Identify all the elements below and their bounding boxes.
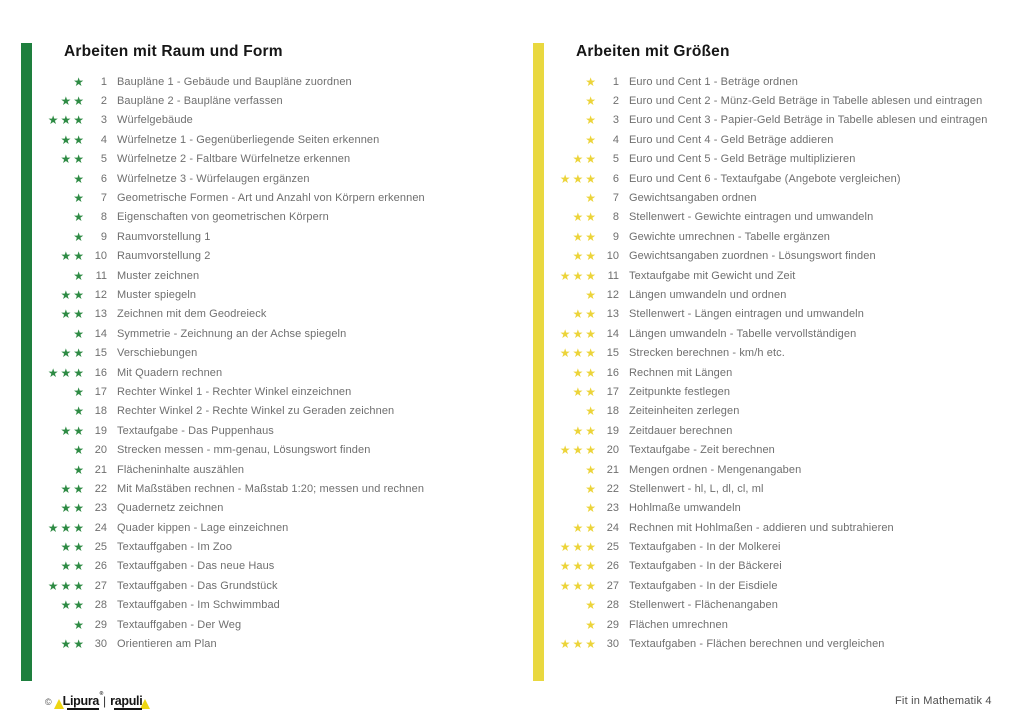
item-label: Textaufgaben - In der Molkerei bbox=[629, 541, 781, 554]
difficulty-stars-icon: ★★★ bbox=[559, 268, 598, 283]
difficulty-stars-icon: ★★ bbox=[60, 307, 86, 322]
item-label: Euro und Cent 6 - Textaufgabe (Angebote vergleichen) bbox=[629, 172, 901, 185]
difficulty-stars-icon: ★ bbox=[585, 74, 598, 89]
item-number: 10 bbox=[606, 250, 619, 263]
difficulty-stars-icon: ★★★ bbox=[559, 559, 598, 574]
item-number: 17 bbox=[94, 385, 107, 398]
item-number: 18 bbox=[606, 405, 619, 418]
product-title: Fit in Mathematik 4 bbox=[895, 695, 992, 707]
item-number: 29 bbox=[94, 618, 107, 631]
list-item bbox=[556, 324, 987, 343]
difficulty-stars-icon: ★★★ bbox=[559, 443, 598, 458]
logo-underline bbox=[67, 708, 99, 710]
list-item bbox=[44, 596, 425, 615]
difficulty-stars-icon: ★★ bbox=[572, 229, 598, 244]
item-number: 7 bbox=[100, 192, 107, 205]
difficulty-stars-icon: ★★★ bbox=[559, 637, 598, 652]
difficulty-stars-icon: ★ bbox=[73, 191, 86, 206]
item-number: 30 bbox=[94, 638, 107, 651]
item-number: 3 bbox=[612, 114, 619, 127]
list-item bbox=[44, 150, 425, 169]
item-number: 14 bbox=[606, 327, 619, 340]
difficulty-stars-icon: ★ bbox=[73, 462, 86, 477]
difficulty-stars-icon: ★ bbox=[73, 229, 86, 244]
list-item bbox=[556, 615, 987, 634]
difficulty-stars-icon: ★★ bbox=[60, 132, 86, 147]
item-label: Verschiebungen bbox=[117, 347, 198, 360]
item-label: Flächen umrechnen bbox=[629, 618, 728, 631]
list-item bbox=[556, 537, 987, 556]
difficulty-stars-icon: ★ bbox=[585, 113, 598, 128]
list-item bbox=[44, 440, 425, 459]
item-number: 22 bbox=[606, 482, 619, 495]
list-item bbox=[44, 421, 425, 440]
item-label: Textauffgaben - Im Zoo bbox=[117, 541, 233, 554]
difficulty-stars-icon: ★ bbox=[73, 74, 86, 89]
list-item bbox=[556, 247, 987, 266]
item-number: 14 bbox=[94, 327, 107, 340]
item-label: Euro und Cent 5 - Geld Beträge multiplizieren bbox=[629, 153, 856, 166]
item-label: Würfelgebäude bbox=[117, 114, 193, 127]
section-title: Arbeiten mit Größen bbox=[576, 43, 730, 60]
difficulty-stars-icon: ★★ bbox=[60, 540, 86, 555]
list-item bbox=[556, 285, 987, 304]
yellow-accent-bar bbox=[533, 43, 544, 681]
section-groessen bbox=[533, 43, 1024, 688]
list-item bbox=[44, 615, 425, 634]
item-label: Flächeninhalte auszählen bbox=[117, 463, 245, 476]
list-item bbox=[556, 227, 987, 246]
item-label: Stellenwert - hl, L, dl, cl, ml bbox=[629, 482, 764, 495]
difficulty-stars-icon: ★★ bbox=[60, 249, 86, 264]
item-number: 28 bbox=[606, 599, 619, 612]
item-label: Muster zeichnen bbox=[117, 269, 200, 282]
item-label: Euro und Cent 1 - Beträge ordnen bbox=[629, 75, 798, 88]
list-item bbox=[44, 169, 425, 188]
item-label: Längen umwandeln und ordnen bbox=[629, 288, 787, 301]
item-label: Zeitdauer berechnen bbox=[629, 424, 733, 437]
item-number: 10 bbox=[94, 250, 107, 263]
difficulty-stars-icon: ★★ bbox=[60, 598, 86, 613]
item-number: 18 bbox=[94, 405, 107, 418]
difficulty-stars-icon: ★ bbox=[585, 94, 598, 109]
item-label: Textauffgaben - Das neue Haus bbox=[117, 560, 275, 573]
difficulty-stars-icon: ★★★ bbox=[47, 520, 86, 535]
item-number: 23 bbox=[94, 502, 107, 515]
item-label: Euro und Cent 4 - Geld Beträge addieren bbox=[629, 133, 834, 146]
green-accent-bar bbox=[21, 43, 32, 681]
list-item bbox=[44, 460, 425, 479]
item-number: 27 bbox=[94, 579, 107, 592]
item-number: 24 bbox=[606, 521, 619, 534]
difficulty-stars-icon: ★★ bbox=[60, 481, 86, 496]
difficulty-stars-icon: ★★ bbox=[60, 501, 86, 516]
list-item bbox=[44, 382, 425, 401]
item-label: Strecken messen - mm-genau, Lösungswort finden bbox=[117, 444, 371, 457]
item-label: Geometrische Formen - Art und Anzahl von Körpern erkennen bbox=[117, 192, 425, 205]
list-item bbox=[44, 72, 425, 91]
difficulty-stars-icon: ★★ bbox=[572, 152, 598, 167]
item-label: Baupläne 1 - Gebäude und Baupläne zuordnen bbox=[117, 75, 352, 88]
item-label: Hohlmaße umwandeln bbox=[629, 502, 741, 515]
difficulty-stars-icon: ★★ bbox=[60, 559, 86, 574]
list-item bbox=[44, 499, 425, 518]
item-number: 26 bbox=[606, 560, 619, 573]
list-item bbox=[556, 460, 987, 479]
item-number: 7 bbox=[612, 192, 619, 205]
item-number: 5 bbox=[612, 153, 619, 166]
item-number: 23 bbox=[606, 502, 619, 515]
difficulty-stars-icon: ★★ bbox=[60, 423, 86, 438]
difficulty-stars-icon: ★ bbox=[73, 171, 86, 186]
difficulty-stars-icon: ★★ bbox=[60, 152, 86, 167]
difficulty-stars-icon: ★ bbox=[585, 404, 598, 419]
list-item bbox=[556, 499, 987, 518]
item-number: 11 bbox=[95, 269, 107, 282]
difficulty-stars-icon: ★★★ bbox=[559, 326, 598, 341]
item-label: Gewichte umrechnen - Tabelle ergänzen bbox=[629, 230, 831, 243]
list-item bbox=[44, 130, 425, 149]
item-label: Muster spiegeln bbox=[117, 288, 197, 301]
difficulty-stars-icon: ★★ bbox=[572, 520, 598, 535]
item-number: 12 bbox=[94, 288, 107, 301]
item-number: 8 bbox=[100, 211, 107, 224]
difficulty-stars-icon: ★ bbox=[585, 617, 598, 632]
publisher-logo bbox=[45, 690, 150, 709]
item-number: 11 bbox=[607, 269, 619, 282]
list-item bbox=[556, 305, 987, 324]
list-item bbox=[556, 440, 987, 459]
list-item bbox=[556, 479, 987, 498]
section-title: Arbeiten mit Raum und Form bbox=[64, 43, 283, 60]
trademark-icon: ® bbox=[99, 690, 104, 697]
difficulty-stars-icon: ★★ bbox=[572, 307, 598, 322]
item-label: Rechnen mit Längen bbox=[629, 366, 733, 379]
list-item bbox=[44, 91, 425, 110]
item-label: Textaufgabe - Das Puppenhaus bbox=[117, 424, 274, 437]
item-label: Längen umwandeln - Tabelle vervollständigen bbox=[629, 327, 857, 340]
difficulty-stars-icon: ★ bbox=[73, 326, 86, 341]
item-number: 30 bbox=[606, 638, 619, 651]
list-item bbox=[556, 382, 987, 401]
list-item bbox=[44, 363, 425, 382]
item-number: 17 bbox=[606, 385, 619, 398]
item-label: Textaufgaben - Flächen berechnen und vergleichen bbox=[629, 638, 885, 651]
difficulty-stars-icon: ★ bbox=[73, 268, 86, 283]
item-number: 22 bbox=[94, 482, 107, 495]
item-label: Mit Quadern rechnen bbox=[117, 366, 223, 379]
item-label: Raumvorstellung 2 bbox=[117, 250, 211, 263]
item-label: Rechter Winkel 1 - Rechter Winkel einzeichnen bbox=[117, 385, 352, 398]
difficulty-stars-icon: ★ bbox=[73, 384, 86, 399]
logo-underline bbox=[114, 708, 142, 710]
item-label: Textaufgaben - In der Bäckerei bbox=[629, 560, 782, 573]
section-raum-und-form bbox=[21, 43, 521, 688]
difficulty-stars-icon: ★★★ bbox=[559, 346, 598, 361]
item-label: Zeiteinheiten zerlegen bbox=[629, 405, 740, 418]
item-label: Textauffgaben - Das Grundstück bbox=[117, 579, 278, 592]
list-item bbox=[44, 208, 425, 227]
list-item bbox=[44, 285, 425, 304]
item-number: 13 bbox=[94, 308, 107, 321]
item-label: Zeitpunkte festlegen bbox=[629, 385, 731, 398]
item-label: Textauffgaben - Im Schwimmbad bbox=[117, 599, 280, 612]
item-number: 8 bbox=[612, 211, 619, 224]
difficulty-stars-icon: ★ bbox=[73, 210, 86, 225]
item-label: Euro und Cent 3 - Papier-Geld Beträge in Tabelle ablesen und eintragen bbox=[629, 114, 988, 127]
item-number: 2 bbox=[612, 95, 619, 108]
item-number: 21 bbox=[94, 463, 107, 476]
difficulty-stars-icon: ★★★ bbox=[559, 578, 598, 593]
item-label: Quadernetz zeichnen bbox=[117, 502, 224, 515]
list-item bbox=[44, 634, 425, 653]
difficulty-stars-icon: ★★ bbox=[572, 365, 598, 380]
item-number: 1 bbox=[100, 75, 107, 88]
item-number: 24 bbox=[94, 521, 107, 534]
difficulty-stars-icon: ★ bbox=[73, 404, 86, 419]
item-number: 29 bbox=[606, 618, 619, 631]
item-number: 25 bbox=[606, 541, 619, 554]
item-number: 6 bbox=[100, 172, 107, 185]
item-number: 27 bbox=[606, 579, 619, 592]
item-number: 15 bbox=[606, 347, 619, 360]
difficulty-stars-icon: ★★ bbox=[60, 287, 86, 302]
item-label: Orientieren am Plan bbox=[117, 638, 217, 651]
item-number: 6 bbox=[612, 172, 619, 185]
difficulty-stars-icon: ★★ bbox=[60, 346, 86, 361]
list-item bbox=[44, 343, 425, 362]
brand-rapuli: rapuli bbox=[110, 695, 142, 710]
list-item bbox=[556, 557, 987, 576]
item-label: Mit Maßstäben rechnen - Maßstab 1:20; messen und rechnen bbox=[117, 482, 425, 495]
item-number: 4 bbox=[100, 133, 107, 146]
item-number: 12 bbox=[606, 288, 619, 301]
item-label: Würfelnetze 3 - Würfelaugen ergänzen bbox=[117, 172, 310, 185]
item-label: Gewichtsangaben ordnen bbox=[629, 192, 757, 205]
item-label: Würfelnetze 2 - Faltbare Würfelnetze erkennen bbox=[117, 153, 351, 166]
item-label: Textauffgaben - Der Weg bbox=[117, 618, 242, 631]
list-item bbox=[556, 596, 987, 615]
list-item bbox=[556, 169, 987, 188]
list-item bbox=[556, 72, 987, 91]
difficulty-stars-icon: ★ bbox=[73, 443, 86, 458]
difficulty-stars-icon: ★ bbox=[585, 191, 598, 206]
difficulty-stars-icon: ★★★ bbox=[47, 578, 86, 593]
difficulty-stars-icon: ★ bbox=[585, 481, 598, 496]
item-label: Rechnen mit Hohlmaßen - addieren und subtrahieren bbox=[629, 521, 894, 534]
item-label: Baupläne 2 - Baupläne verfassen bbox=[117, 95, 283, 108]
difficulty-stars-icon: ★★ bbox=[60, 94, 86, 109]
worksheet-list bbox=[556, 72, 987, 654]
item-label: Quader kippen - Lage einzeichnen bbox=[117, 521, 289, 534]
list-item bbox=[44, 479, 425, 498]
difficulty-stars-icon: ★★ bbox=[572, 210, 598, 225]
difficulty-stars-icon: ★★★ bbox=[47, 365, 86, 380]
item-number: 25 bbox=[94, 541, 107, 554]
item-number: 16 bbox=[94, 366, 107, 379]
list-item bbox=[556, 576, 987, 595]
item-label: Strecken berechnen - km/h etc. bbox=[629, 347, 785, 360]
item-label: Rechter Winkel 2 - Rechte Winkel zu Geraden zeichnen bbox=[117, 405, 395, 418]
difficulty-stars-icon: ★ bbox=[585, 132, 598, 147]
item-number: 1 bbox=[612, 75, 619, 88]
item-label: Textaufgabe mit Gewicht und Zeit bbox=[629, 269, 796, 282]
item-number: 3 bbox=[100, 114, 107, 127]
list-item bbox=[556, 188, 987, 207]
worksheet-list bbox=[44, 72, 425, 654]
list-item bbox=[556, 343, 987, 362]
item-number: 16 bbox=[606, 366, 619, 379]
item-number: 2 bbox=[100, 95, 107, 108]
difficulty-stars-icon: ★ bbox=[73, 617, 86, 632]
difficulty-stars-icon: ★★★ bbox=[559, 540, 598, 555]
item-number: 15 bbox=[94, 347, 107, 360]
list-item bbox=[556, 634, 987, 653]
item-number: 13 bbox=[606, 308, 619, 321]
list-item bbox=[556, 402, 987, 421]
list-item bbox=[44, 324, 425, 343]
list-item bbox=[44, 266, 425, 285]
list-item bbox=[44, 227, 425, 246]
item-label: Würfelnetze 1 - Gegenüberliegende Seiten erkennen bbox=[117, 133, 380, 146]
item-label: Raumvorstellung 1 bbox=[117, 230, 211, 243]
list-item bbox=[556, 130, 987, 149]
difficulty-stars-icon: ★★ bbox=[572, 249, 598, 264]
item-number: 28 bbox=[94, 599, 107, 612]
difficulty-stars-icon: ★ bbox=[585, 598, 598, 613]
item-label: Symmetrie - Zeichnung an der Achse spiegeln bbox=[117, 327, 347, 340]
list-item bbox=[556, 518, 987, 537]
item-number: 21 bbox=[606, 463, 619, 476]
item-label: Textaufgaben - In der Eisdiele bbox=[629, 579, 778, 592]
item-number: 19 bbox=[94, 424, 107, 437]
item-label: Textaufgabe - Zeit berechnen bbox=[629, 444, 775, 457]
item-number: 19 bbox=[606, 424, 619, 437]
list-item bbox=[44, 305, 425, 324]
difficulty-stars-icon: ★★ bbox=[572, 423, 598, 438]
copyright-symbol: © bbox=[45, 696, 52, 707]
item-number: 9 bbox=[612, 230, 619, 243]
item-number: 5 bbox=[100, 153, 107, 166]
list-item bbox=[556, 266, 987, 285]
difficulty-stars-icon: ★★ bbox=[572, 384, 598, 399]
list-item bbox=[44, 402, 425, 421]
difficulty-stars-icon: ★★★ bbox=[47, 113, 86, 128]
list-item bbox=[44, 537, 425, 556]
logo-divider: | bbox=[103, 694, 107, 708]
item-number: 20 bbox=[94, 444, 107, 457]
difficulty-stars-icon: ★★ bbox=[60, 637, 86, 652]
difficulty-stars-icon: ★ bbox=[585, 462, 598, 477]
list-item bbox=[44, 576, 425, 595]
item-label: Eigenschaften von geometrischen Körpern bbox=[117, 211, 329, 224]
item-label: Stellenwert - Längen eintragen und umwandeln bbox=[629, 308, 864, 321]
difficulty-stars-icon: ★ bbox=[585, 287, 598, 302]
difficulty-stars-icon: ★ bbox=[585, 501, 598, 516]
list-item bbox=[556, 91, 987, 110]
item-label: Euro und Cent 2 - Münz-Geld Beträge in Tabelle ablesen und eintragen bbox=[629, 95, 983, 108]
item-number: 20 bbox=[606, 444, 619, 457]
item-label: Stellenwert - Flächenangaben bbox=[629, 599, 778, 612]
list-item bbox=[44, 557, 425, 576]
list-item bbox=[556, 208, 987, 227]
item-label: Zeichnen mit dem Geodreieck bbox=[117, 308, 267, 321]
item-number: 9 bbox=[100, 230, 107, 243]
item-label: Gewichtsangaben zuordnen - Lösungswort finden bbox=[629, 250, 876, 263]
list-item bbox=[556, 150, 987, 169]
list-item bbox=[44, 188, 425, 207]
list-item bbox=[556, 421, 987, 440]
difficulty-stars-icon: ★★★ bbox=[559, 171, 598, 186]
brand-lipura: Lipura ® bbox=[63, 695, 99, 710]
list-item bbox=[556, 363, 987, 382]
list-item bbox=[44, 518, 425, 537]
list-item bbox=[556, 111, 987, 130]
item-number: 4 bbox=[612, 133, 619, 146]
list-item bbox=[44, 111, 425, 130]
item-label: Stellenwert - Gewichte eintragen und umwandeln bbox=[629, 211, 874, 224]
list-item bbox=[44, 247, 425, 266]
item-number: 26 bbox=[94, 560, 107, 573]
item-label: Mengen ordnen - Mengenangaben bbox=[629, 463, 802, 476]
